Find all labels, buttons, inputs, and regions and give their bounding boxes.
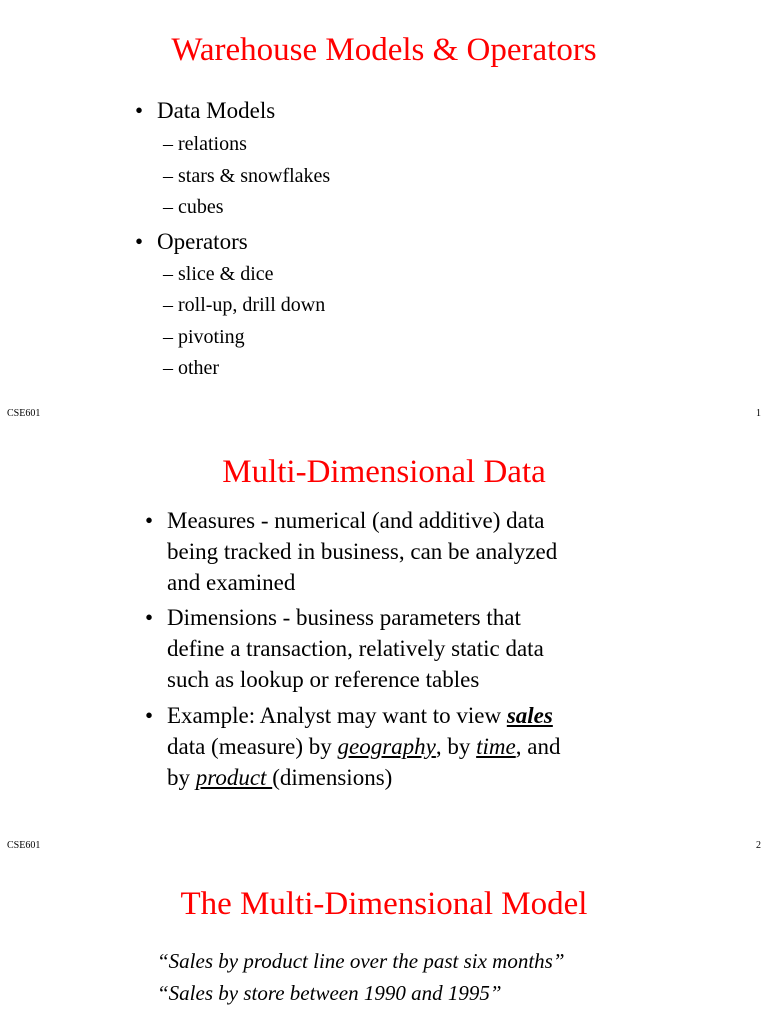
bullet-text: , and bbox=[515, 734, 561, 759]
quote-sales-by-product: “Sales by product line over the past six months” bbox=[157, 949, 565, 973]
emphasis-time: time bbox=[476, 734, 516, 759]
quote-sales-by-store: “Sales by store between 1990 and 1995” bbox=[157, 981, 502, 1005]
bullet-text: , by bbox=[435, 734, 477, 759]
sub-item: – pivoting bbox=[163, 326, 245, 348]
bullet-text: by bbox=[167, 765, 196, 790]
bullet-dot: • bbox=[135, 98, 144, 123]
sub-item: – roll-up, drill down bbox=[163, 294, 326, 316]
bullet-text: data (measure) by bbox=[167, 734, 338, 759]
bullet-data-models bbox=[135, 97, 275, 125]
sub-item: – other bbox=[163, 357, 220, 379]
slide-1-page-number: 1 bbox=[756, 408, 761, 419]
bullet-text: Dimensions - business parameters that bbox=[167, 605, 521, 630]
sub-item: – slice & dice bbox=[163, 263, 274, 285]
bullet-operators bbox=[135, 228, 248, 256]
emphasis-geography: geography bbox=[337, 734, 436, 759]
bullet-dot: • bbox=[145, 508, 154, 533]
slide-1-footer-course: CSE601 bbox=[7, 408, 41, 419]
bullet-text: define a transaction, relatively static data bbox=[167, 636, 544, 661]
bullet-measures bbox=[145, 505, 625, 598]
bullet-text: and examined bbox=[167, 570, 296, 595]
bullet-dot: • bbox=[145, 703, 154, 728]
bullet-text: (dimensions) bbox=[272, 765, 393, 790]
emphasis-sales: sales bbox=[506, 703, 553, 728]
slide-1-title: Warehouse Models & Operators bbox=[171, 32, 597, 68]
bullet-text: such as lookup or reference tables bbox=[167, 667, 480, 692]
bullet-text: Measures - numerical (and additive) data bbox=[167, 508, 545, 533]
slide-3-title: The Multi-Dimensional Model bbox=[180, 886, 588, 922]
slide-2-footer-course: CSE601 bbox=[7, 840, 41, 851]
slide-2-title: Multi-Dimensional Data bbox=[222, 454, 546, 490]
bullet-text: Example: Analyst may want to view bbox=[167, 703, 507, 728]
bullet-dot: • bbox=[145, 605, 154, 630]
emphasis-product: product bbox=[195, 765, 273, 790]
bullet-label: Data Models bbox=[157, 98, 276, 123]
bullet-text: being tracked in business, can be analyzed bbox=[167, 539, 558, 564]
sub-item: – stars & snowflakes bbox=[163, 165, 331, 187]
bullet-dot: • bbox=[135, 229, 144, 254]
bullet-label: Operators bbox=[157, 229, 248, 254]
bullet-dimensions bbox=[145, 602, 625, 695]
slide-2-page-number: 2 bbox=[756, 840, 761, 851]
sub-item: – cubes bbox=[163, 196, 224, 218]
bullet-example bbox=[145, 700, 625, 793]
sub-item: – relations bbox=[163, 133, 247, 155]
